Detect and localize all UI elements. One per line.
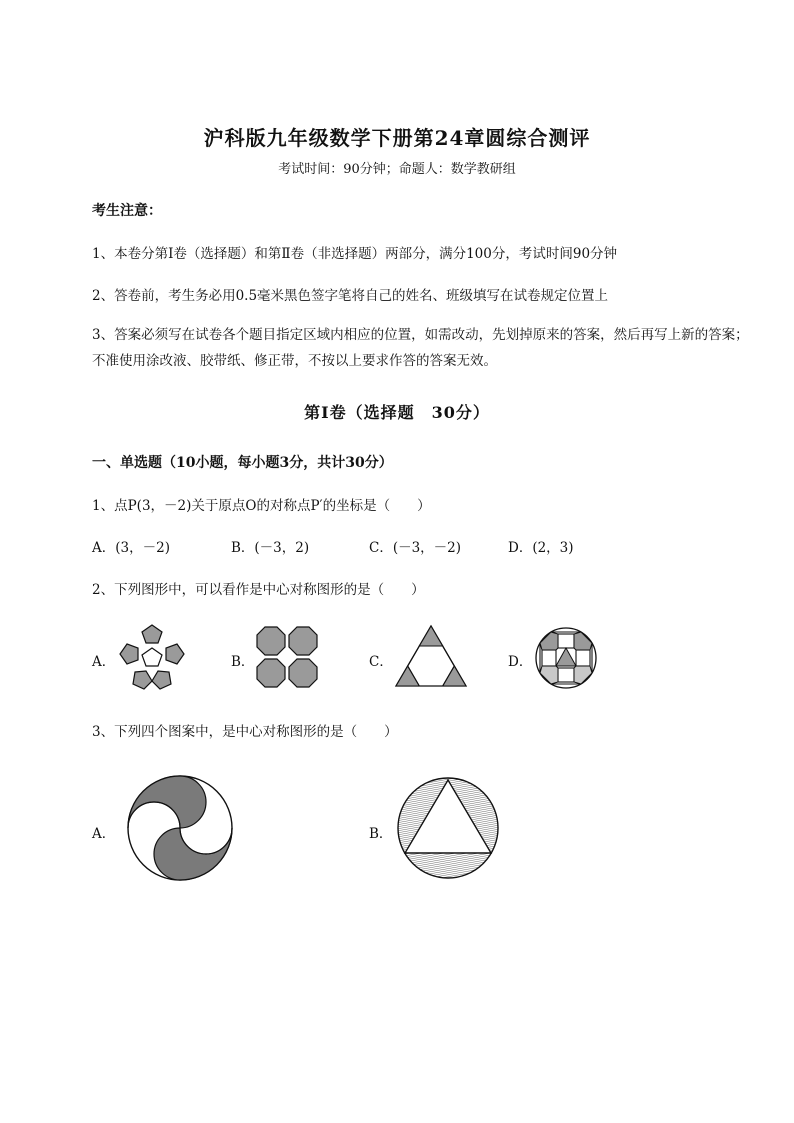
q3-option-b-label: B．	[369, 826, 393, 842]
triangle-in-circle-figure	[396, 776, 500, 880]
part-heading: 一、单选题（10小题，每小题3分，共计30分）	[92, 455, 393, 471]
exam-info: 考试时间：90分钟；命题人：数学教研组	[278, 162, 516, 177]
swirl-circle-figure	[126, 774, 234, 882]
question-2-stem: 2、下列图形中，可以看作是中心对称图形的是（ ）	[92, 582, 425, 598]
note-item-3: 3、答案必须写在试卷各个题目指定区域内相应的位置，如需改动，先划掉原来的答案，然后再写上新的答案；不准使用涂改液、胶带纸、修正带，不按以上要求作答的答案无效。	[92, 327, 749, 369]
triangle-corners-figure	[394, 624, 468, 688]
q1-option-a: A．(3，－2)	[92, 540, 170, 556]
q1-option-d: D．(2，3)	[508, 540, 574, 556]
question-1-stem: 1、点P(3，－2)关于原点O的对称点P′的坐标是（ ）	[92, 498, 431, 514]
q1-option-c: C．(－3，－2)	[369, 540, 462, 556]
notes-heading: 考生注意：	[92, 203, 162, 219]
q1-option-b: B．(－3，2)	[231, 540, 310, 556]
section-title: 第I卷（选择题 30分）	[304, 403, 490, 422]
q2-option-a-label: A．	[92, 654, 116, 670]
note-item-1: 1、本卷分第I卷（选择题）和第Ⅱ卷（非选择题）两部分，满分100分，考试时间90分钟	[92, 246, 618, 262]
q2-option-c-label: C．	[369, 654, 393, 670]
four-octagons-figure	[256, 626, 318, 688]
note-item-2: 2、答卷前，考生务必用0.5毫米黑色签字笔将自己的姓名、班级填写在试卷规定位置上	[92, 288, 609, 304]
pentagon-ring-figure	[114, 622, 190, 692]
q3-option-a-label: A．	[92, 826, 116, 842]
page-title: 沪科版九年级数学下册第24章圆综合测评	[203, 126, 591, 150]
q2-option-d-label: D．	[508, 654, 533, 670]
q2-option-b-label: B．	[231, 654, 255, 670]
question-3-stem: 3、下列四个图案中，是中心对称图形的是（ ）	[92, 724, 398, 740]
circle-polygon-figure	[534, 626, 598, 690]
